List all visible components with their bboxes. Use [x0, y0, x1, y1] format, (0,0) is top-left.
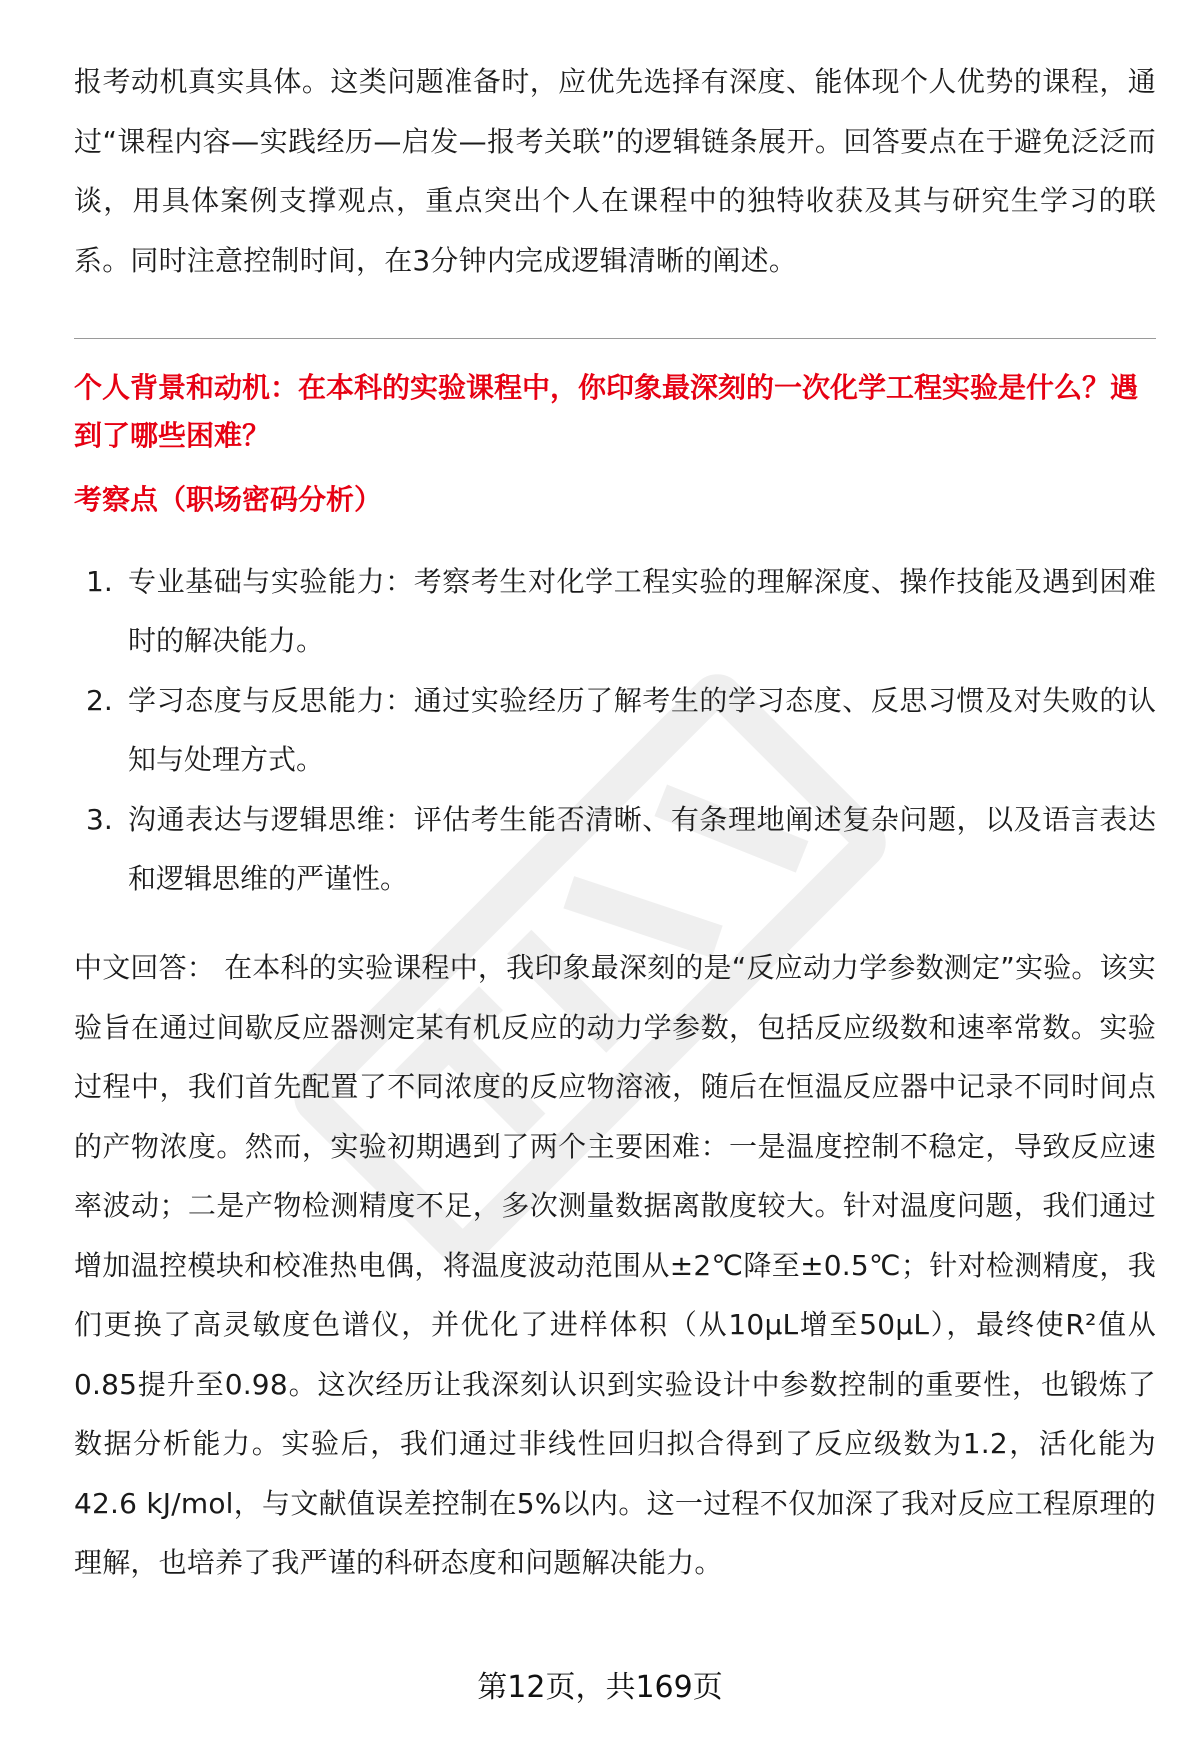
list-item-number: 3. [86, 803, 113, 836]
list-item-text: 专业基础与实验能力：考察考生对化学工程实验的理解深度、操作技能及遇到困难时的解决能力。 [128, 565, 1156, 657]
list-item-text: 学习态度与反思能力：通过实验经历了解考生的学习态度、反思习惯及对失败的认知与处理方式。 [128, 684, 1156, 776]
question-heading: 个人背景和动机：在本科的实验课程中，你印象最深刻的一次化学工程实验是什么？遇到了哪些困难？ [74, 371, 1139, 452]
section-divider [74, 338, 1156, 339]
assessment-points-list [74, 552, 1156, 909]
answer-paragraph: 中文回答： 在本科的实验课程中，我印象最深刻的是“反应动力学参数测定”实验。该实验旨在通过间歇反应器测定某有机反应的动力学参数，包括反应级数和速率常数。实验过程中，我们首先配置了不同浓度的反应物溶液，随后在恒温反应器中记录不同时间点的产物浓度。然而，实验初期遇到了两个主要困难：一是温度控制不稳定，导致反应速率波动；二是产物检测精度不足，多次测量数据离散度较大。针对温度问题，我们通过增加温控模块和校准热电偶，将温度波动范围从±2℃降至±0.5℃；针对检测精度，我们更换了高灵敏度色谱仪，并优化了进样体积（从10μL增至50μL），最终使R²值从0.85提升至0.98。这次经历让我深刻认识到实验设计中参数控制的重要性，也锻炼了数据分析能力。实验后，我们通过非线性回归拟合得到了反应级数为1.2，活化能为42.6 kJ/mol，与文献值误差控制在5%以内。这一过程不仅加深了我对反应工程原理的理解，也培养了我严谨的科研态度和问题解决能力。 [74, 951, 1156, 1579]
list-item-text: 沟通表达与逻辑思维：评估考生能否清晰、有条理地阐述复杂问题，以及语言表达和逻辑思维的严谨性。 [128, 803, 1156, 895]
list-item [74, 790, 1156, 908]
list-item-number: 2. [86, 684, 113, 717]
list-item-number: 1. [86, 565, 113, 598]
list-item [74, 671, 1156, 789]
list-item [74, 552, 1156, 670]
intro-paragraph: 报考动机真实具体。这类问题准备时，应优先选择有深度、能体现个人优势的课程，通过“课程内容—实践经历—启发—报考关联”的逻辑链条展开。回答要点在于避免泛泛而谈，用具体案例支撑观点，重点突出个人在课程中的独特收获及其与研究生学习的联系。同时注意控制时间，在3分钟内完成逻辑清晰的阐述。 [74, 65, 1156, 277]
assessment-points-title: 考察点（职场密码分析） [74, 483, 383, 516]
page-number-footer: 第12页，共169页 [477, 1670, 723, 1705]
